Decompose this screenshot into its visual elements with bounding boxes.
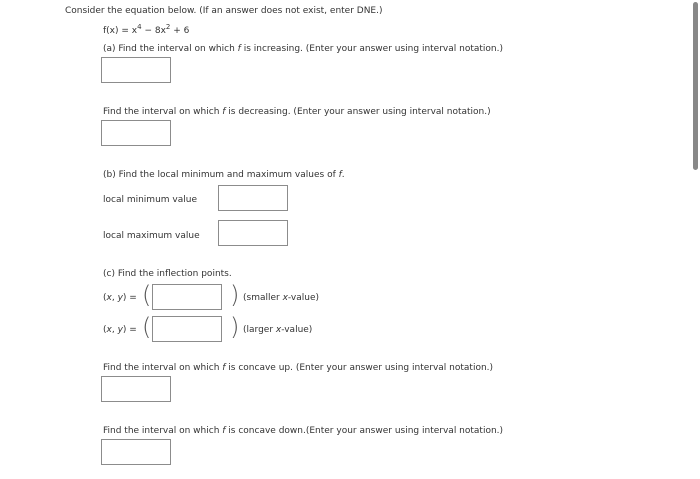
open-paren-1: ( xyxy=(142,281,152,309)
part-c-prompt: (c) Find the inflection points. xyxy=(103,269,232,279)
equation xyxy=(103,25,189,37)
close-paren-2: ) xyxy=(230,313,240,341)
inflection-smaller-input[interactable] xyxy=(152,284,222,310)
concave-down-prompt: Find the interval on which f is concave down.(Enter your answer using interval notation.) xyxy=(103,426,504,436)
inflection-point-label-1: (x, y) = xyxy=(103,293,137,303)
instructions: Consider the equation below. (If an answer does not exist, enter DNE.) xyxy=(65,6,383,16)
concave-down-input[interactable] xyxy=(101,439,171,465)
increasing-interval-input[interactable] xyxy=(101,57,171,83)
inflection-larger-input[interactable] xyxy=(152,316,222,342)
inflection-point-label-2: (x, y) = xyxy=(103,325,137,335)
part-b-prompt: (b) Find the local minimum and maximum values of f. xyxy=(103,170,345,180)
local-min-input[interactable] xyxy=(218,185,288,211)
vertical-scrollbar[interactable] xyxy=(692,0,699,479)
local-max-label: local maximum value xyxy=(103,231,200,241)
decreasing-interval-input[interactable] xyxy=(101,120,171,146)
smaller-x-note: (smaller x-value) xyxy=(243,293,320,303)
local-max-input[interactable] xyxy=(218,220,288,246)
equation-rhs: + 6 xyxy=(170,26,190,36)
open-paren-2: ( xyxy=(142,313,152,341)
increasing-prompt: (a) Find the interval on which f is increasing. (Enter your answer using interval notation.) xyxy=(103,44,503,54)
close-paren-1: ) xyxy=(230,281,240,309)
local-min-label: local minimum value xyxy=(103,195,197,205)
decreasing-prompt: Find the interval on which f is decreasing. (Enter your answer using interval notation.) xyxy=(103,107,491,117)
equation-middle: − 8x xyxy=(141,26,166,36)
equation-exponent-1: 4 xyxy=(137,23,142,31)
scrollbar-thumb[interactable] xyxy=(693,2,698,170)
concave-up-input[interactable] xyxy=(101,376,171,402)
concave-up-prompt: Find the interval on which f is concave up. (Enter your answer using interval notation.) xyxy=(103,363,494,373)
equation-lhs: f(x) = x xyxy=(103,26,138,36)
larger-x-note: (larger x-value) xyxy=(243,325,313,335)
equation-exponent-2: 2 xyxy=(165,23,171,31)
